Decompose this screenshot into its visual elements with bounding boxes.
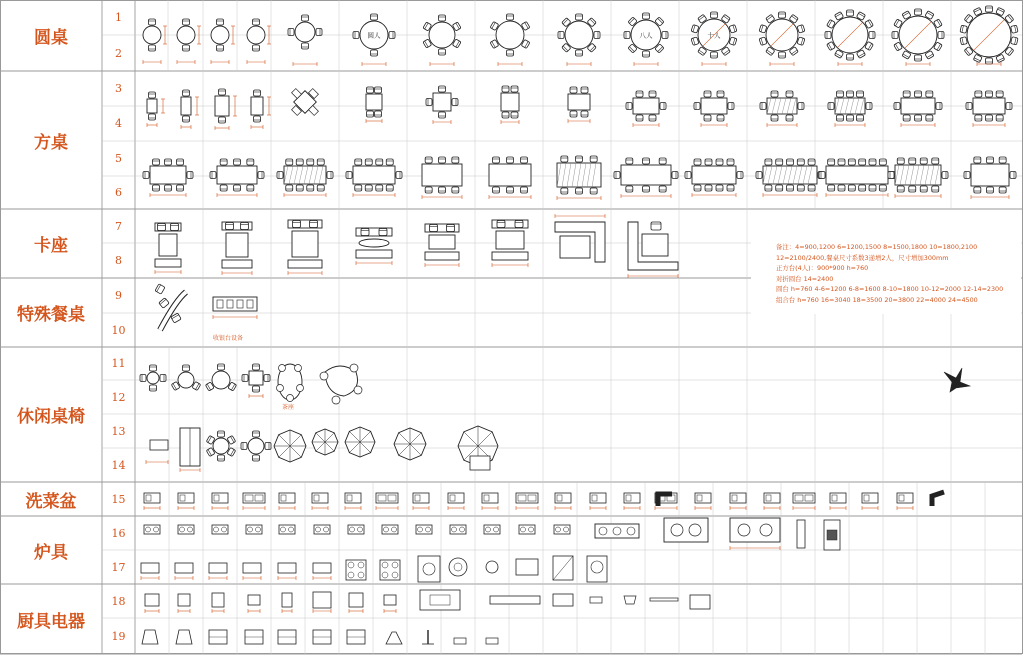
- remarks-block: [776, 242, 1021, 306]
- table-label: 八人: [639, 31, 653, 40]
- category-label: 圆桌: [34, 28, 68, 48]
- row-number: 7: [115, 219, 122, 233]
- category-label: 休闲桌椅: [17, 407, 85, 427]
- remark-line: 对折圆台 14=2400: [776, 274, 834, 283]
- remark-line: 备注：4=900,1200 6=1200,1500 8=1500,1800 10=1800,2100: [776, 243, 978, 251]
- row-number: 10: [111, 323, 126, 337]
- row-number: 3: [115, 82, 122, 95]
- row-number: 15: [111, 492, 126, 506]
- category-label: 方桌: [34, 132, 68, 153]
- row-number: 2: [115, 46, 122, 60]
- category-label: 卡座: [34, 236, 68, 256]
- category-label: 特殊餐桌: [17, 305, 85, 325]
- row-number: 17: [111, 560, 126, 574]
- row-number: 13: [111, 424, 126, 438]
- row-number: 6: [115, 186, 122, 199]
- row-number: 1: [115, 11, 122, 24]
- row-number: 12: [111, 390, 126, 404]
- remark-line: 圆台 h=760 4-6=1200 6-8=1600 8-10=1800 10-12=2000 12-14=2300: [776, 285, 1004, 294]
- row-number: 5: [115, 152, 122, 165]
- row-number: 19: [111, 629, 126, 643]
- remark-line: 正方台(4人)：900*900 h=760: [776, 264, 869, 273]
- furniture-symbols: [140, 6, 1018, 644]
- category-label: 厨具电器: [17, 611, 85, 632]
- row-number: 9: [115, 289, 122, 302]
- remark-line: 12=2100/2400,餐桌尺寸系数3递增2人，尺寸增加300mm: [776, 253, 949, 262]
- table-label: 圆人: [367, 31, 381, 40]
- remark-line: 组合台 h=760 16=3040 18=3500 20=3800 22=4000 24=4500: [776, 295, 978, 304]
- category-label: 洗菜盆: [25, 491, 77, 512]
- row-number: 8: [115, 254, 122, 267]
- row-number: 18: [111, 594, 126, 608]
- cashier-label: 收银台设备: [213, 335, 244, 342]
- tea-label: 茶座: [282, 404, 295, 411]
- row-number: 14: [111, 458, 126, 472]
- category-label: 炉具: [34, 542, 68, 563]
- row-number: 4: [115, 117, 122, 130]
- table-label: 十人: [707, 31, 721, 40]
- row-number: 11: [111, 357, 126, 370]
- row-number: 16: [111, 526, 126, 540]
